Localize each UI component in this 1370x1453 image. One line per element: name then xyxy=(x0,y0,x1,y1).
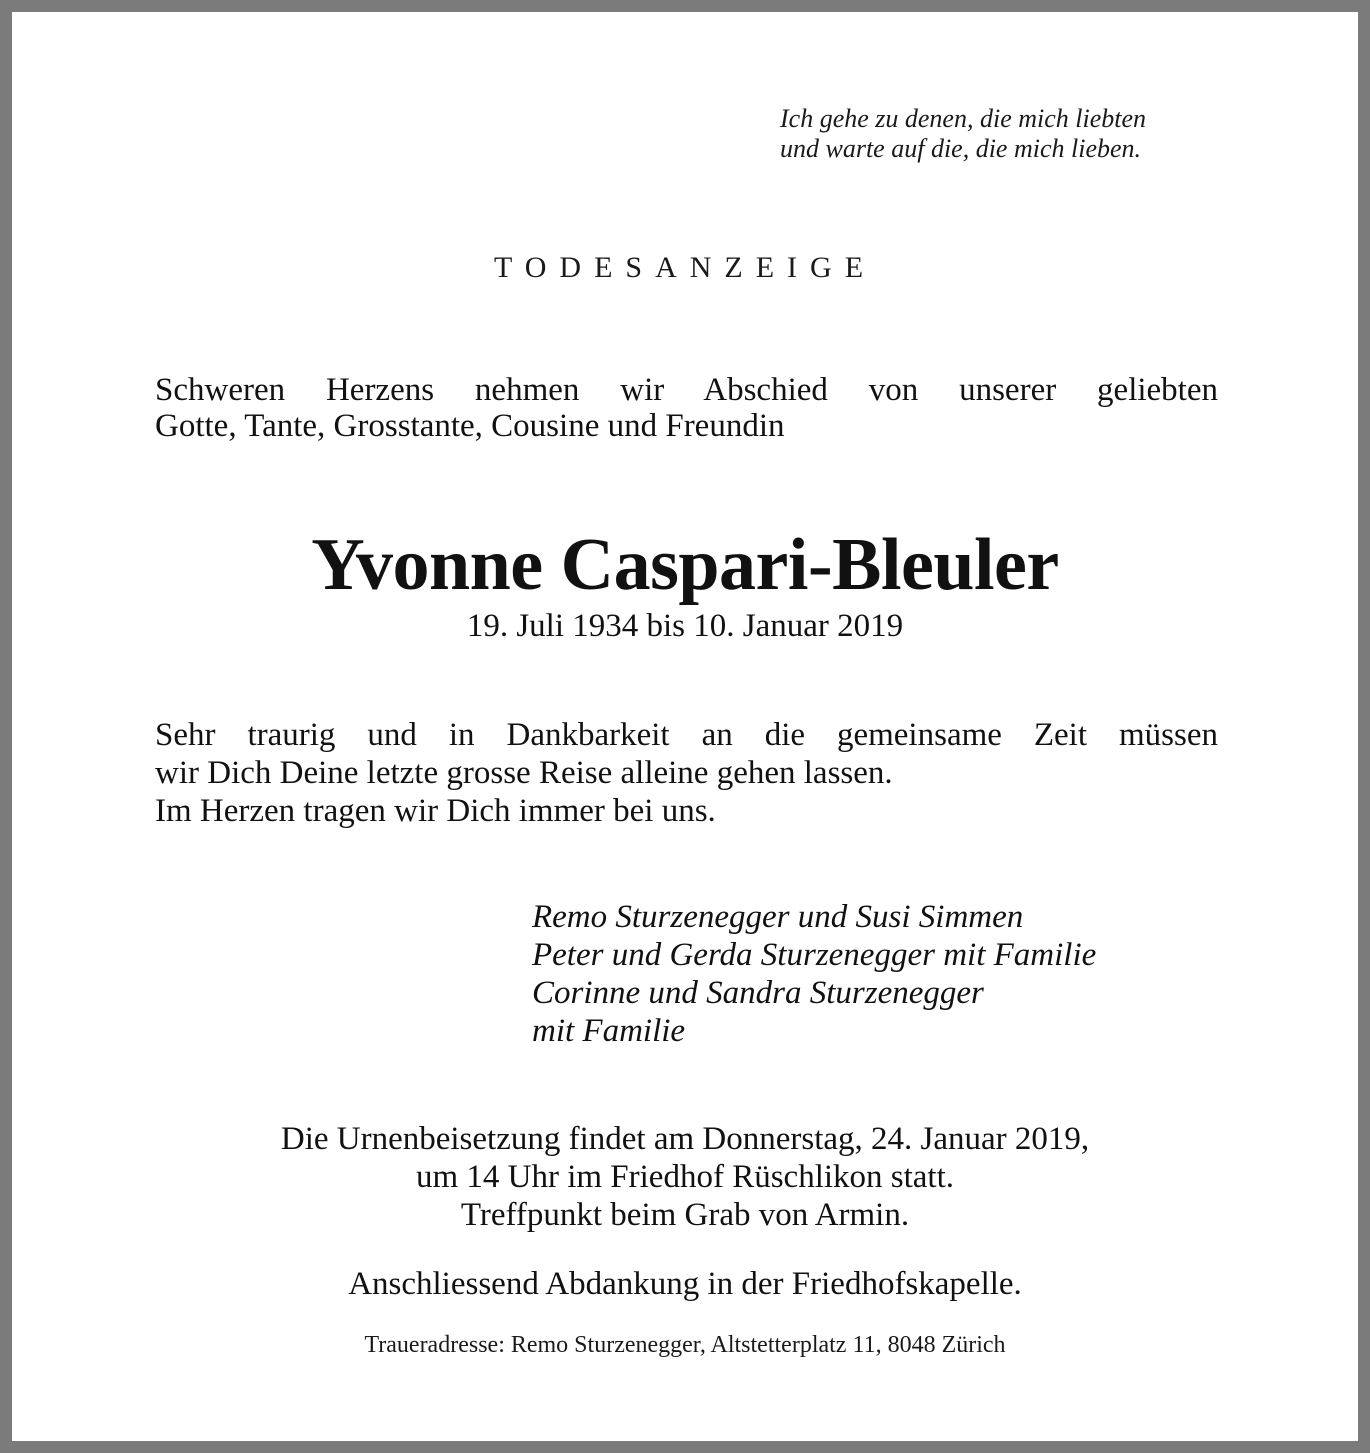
mourners-list xyxy=(532,898,1096,1050)
ceremony-info xyxy=(12,1120,1358,1234)
mourner-line: Peter und Gerda Sturzenegger mit Familie xyxy=(532,937,1097,973)
ceremony-line: Die Urnenbeisetzung findet am Donnerstag, 24. Januar 2019, xyxy=(280,1121,1090,1157)
memorial-service-note: Anschliessend Abdankung in der Friedhofskapelle. xyxy=(348,1266,1022,1302)
farewell-message xyxy=(155,716,1218,830)
intro-text xyxy=(155,372,1218,444)
message-line: wir Dich Deine letzte grosse Reise alleine gehen lassen. xyxy=(155,755,893,791)
deceased-name: Yvonne Caspari-Bleuler xyxy=(311,524,1059,606)
motto-quote xyxy=(780,104,1146,164)
motto-line: Ich gehe zu denen, die mich liebten xyxy=(780,104,1147,133)
mourner-line: Corinne und Sandra Sturzenegger xyxy=(532,975,984,1011)
intro-line: Gotte, Tante, Grosstante, Cousine und Freundin xyxy=(155,408,785,444)
message-line: Im Herzen tragen wir Dich immer bei uns. xyxy=(155,793,716,829)
ceremony-line: Treffpunkt beim Grab von Armin. xyxy=(460,1197,910,1233)
mourner-line: mit Familie xyxy=(532,1013,686,1049)
obituary-page xyxy=(12,12,1358,1441)
life-dates: 19. Juli 1934 bis 10. Januar 2019 xyxy=(466,608,904,644)
message-line: Sehr traurig und in Dankbarkeit an die gemeinsame Zeit müssen xyxy=(155,717,1218,753)
obituary-heading: TODESANZEIGE xyxy=(493,251,877,284)
motto-line: und warte auf die, die mich lieben. xyxy=(780,134,1142,163)
intro-line: Schweren Herzens nehmen wir Abschied von unserer geliebten xyxy=(155,372,1218,408)
mourning-address: Traueradresse: Remo Sturzenegger, Altstetterplatz 11, 8048 Zürich xyxy=(364,1332,1006,1358)
mourner-line: Remo Sturzenegger und Susi Simmen xyxy=(532,899,1024,935)
ceremony-line: um 14 Uhr im Friedhof Rüschlikon statt. xyxy=(415,1159,955,1195)
